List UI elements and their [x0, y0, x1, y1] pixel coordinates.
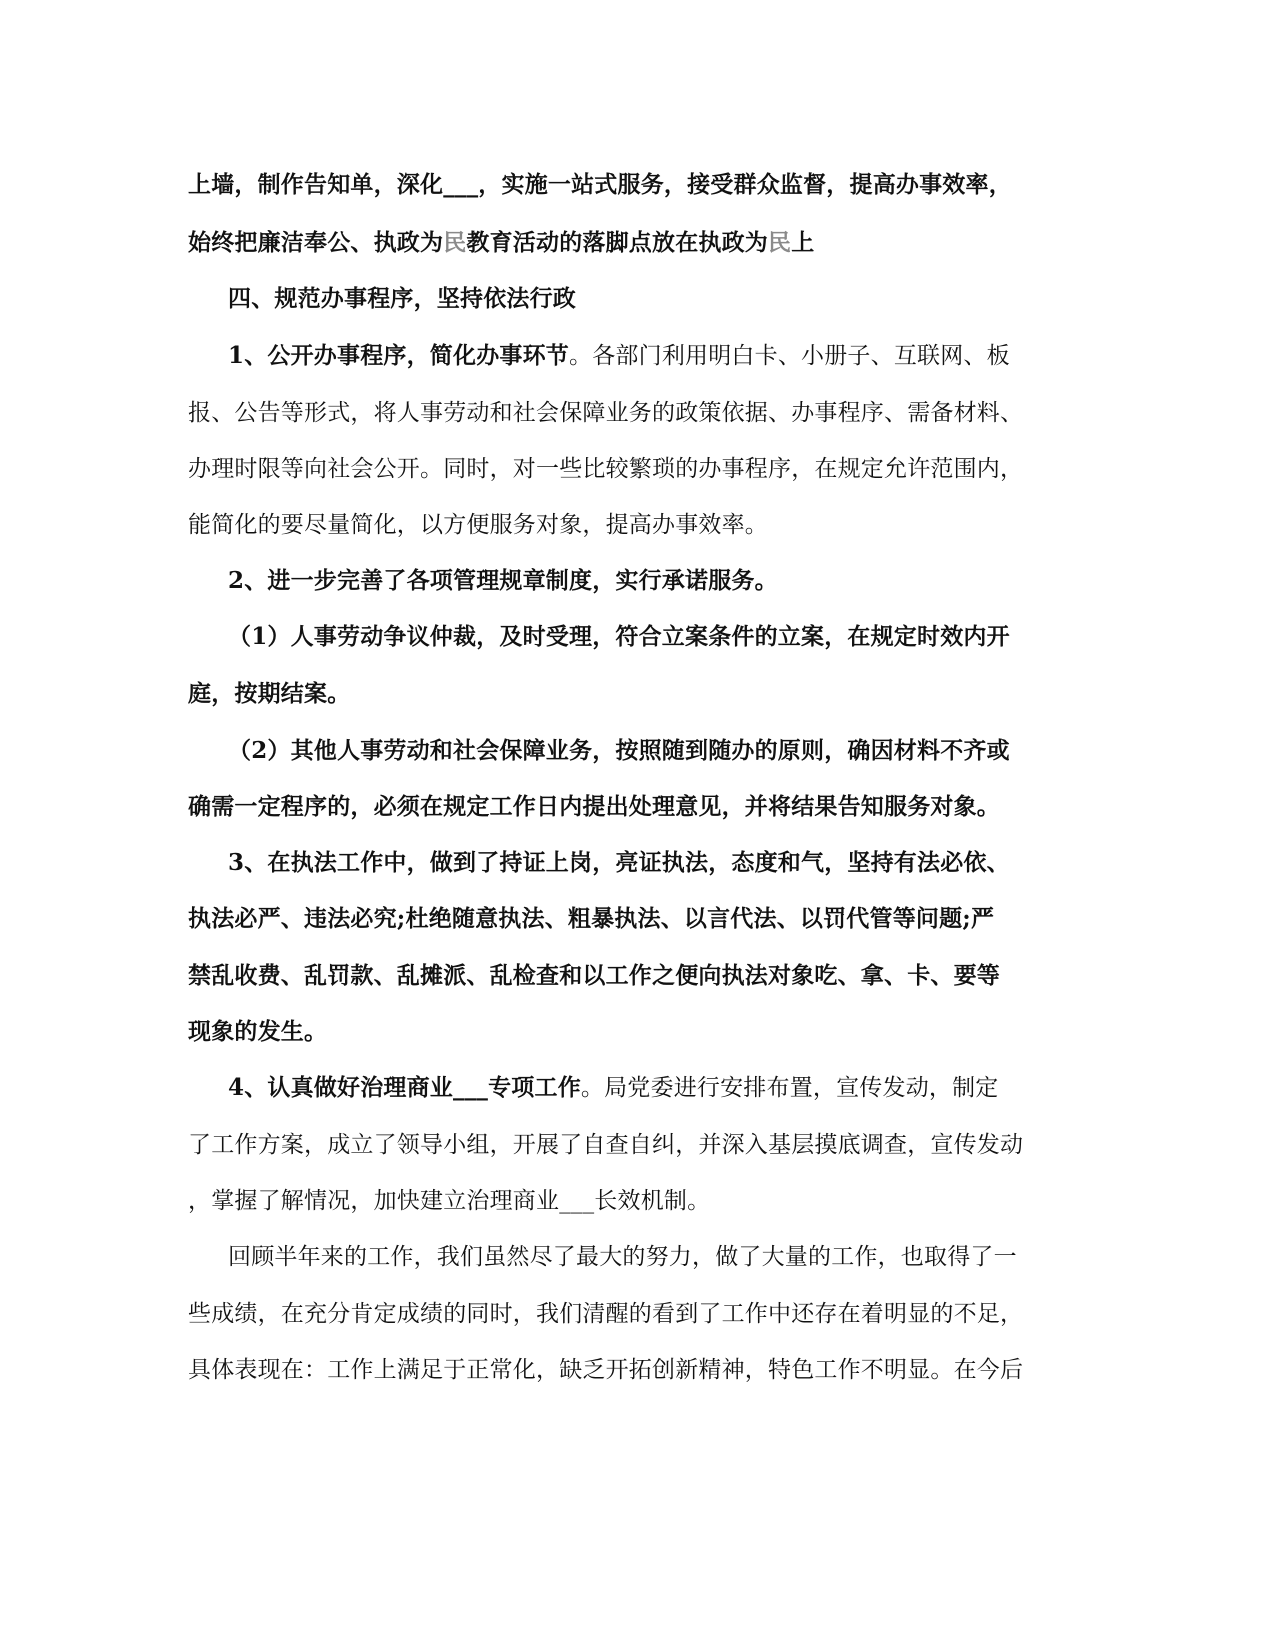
line-text: 3、在执法工作中，做到了持证上岗，亮证执法，态度和气，坚持有法必依、 — [228, 849, 1010, 876]
paragraph-line — [188, 1130, 1023, 1160]
paragraph-line — [188, 510, 768, 540]
paragraph-line — [188, 1186, 710, 1216]
line-text-gray: 民 — [443, 229, 467, 256]
line-text: 确需一定程序的，必须在规定工作日内提出处理意见，并将结果告知服务对象。 — [188, 793, 1000, 820]
line-text: 能简化的要尽量简化，以方便服务对象，提高办事效率。 — [188, 512, 768, 538]
item-title: 4、认真做好治理商业___专项工作 — [228, 1074, 581, 1101]
paragraph-line — [188, 792, 1000, 822]
paragraph-line — [188, 228, 814, 258]
paragraph-line — [188, 398, 1023, 428]
line-text: 禁乱收费、乱罚款、乱摊派、乱检查和以工作之便向执法对象吃、拿、卡、要等 — [188, 962, 1000, 989]
item-title: 1、公开办事程序，简化办事环节 — [228, 342, 570, 369]
line-text: 上 — [791, 229, 815, 256]
paragraph-line — [228, 1073, 999, 1103]
line-text-gray: 民 — [768, 229, 792, 256]
line-text: 庭，按期结案。 — [188, 680, 351, 707]
line-text: 回顾半年来的工作，我们虽然尽了最大的努力，做了大量的工作，也取得了一 — [228, 1244, 1017, 1270]
paragraph-line — [188, 454, 1023, 484]
line-text: ，掌握了解情况，加快建立治理商业___长效机制。 — [188, 1188, 711, 1214]
line-text: 执法必严、违法必究;杜绝随意执法、粗暴执法、以言代法、以罚代管等问题;严 — [188, 905, 995, 932]
paragraph-line — [228, 566, 778, 596]
item-body: 。局党委进行安排布置，宣传发动，制定 — [580, 1075, 999, 1101]
line-text: 些成绩，在充分肯定成绩的同时，我们清醒的看到了工作中还存在着明显的不足， — [188, 1301, 1024, 1327]
paragraph-line — [188, 904, 994, 934]
paragraph-line — [188, 170, 1012, 200]
paragraph-line — [228, 848, 1010, 878]
line-text: 具体表现在：工作上满足于正常化，缺乏开拓创新精神，特色工作不明显。在今后 — [188, 1357, 1024, 1383]
item-body: 。各部门利用明白卡、小册子、互联网、板 — [569, 343, 1010, 369]
line-text: 始终把廉洁奉公、执政为 — [188, 229, 444, 256]
paragraph-line — [228, 341, 1010, 371]
line-text: 现象的发生。 — [188, 1018, 328, 1045]
section-heading-text: 四、规范办事程序，坚持依法行政 — [228, 285, 576, 312]
line-text: 2、进一步完善了各项管理规章制度，实行承诺服务。 — [228, 567, 778, 594]
paragraph-line — [228, 622, 1010, 652]
line-text: 教育活动的落脚点放在执政为 — [466, 229, 769, 256]
paragraph-line — [188, 961, 1000, 991]
paragraph-line — [188, 1017, 327, 1047]
paragraph-line — [228, 736, 1010, 766]
line-text: （1）人事劳动争议仲裁，及时受理，符合立案条件的立案，在规定时效内开 — [228, 623, 1010, 650]
line-text: 上墙，制作告知单，深化___，实施一站式服务，接受群众监督，提高办事效率， — [188, 171, 1012, 198]
line-text: 报、公告等形式，将人事劳动和社会保障业务的政策依据、办事程序、需备材料、 — [188, 400, 1024, 426]
line-text: 办理时限等向社会公开。同时，对一些比较繁琐的办事程序，在规定允许范围内， — [188, 456, 1024, 482]
paragraph-line — [228, 1242, 1017, 1272]
line-text: （2）其他人事劳动和社会保障业务，按照随到随办的原则，确因材料不齐或 — [228, 737, 1010, 764]
paragraph-line — [188, 679, 350, 709]
paragraph-line — [188, 1299, 1023, 1329]
section-heading — [228, 284, 576, 314]
paragraph-line — [188, 1355, 1023, 1385]
line-text: 了工作方案，成立了领导小组，开展了自查自纠，并深入基层摸底调查，宣传发动 — [188, 1132, 1024, 1158]
